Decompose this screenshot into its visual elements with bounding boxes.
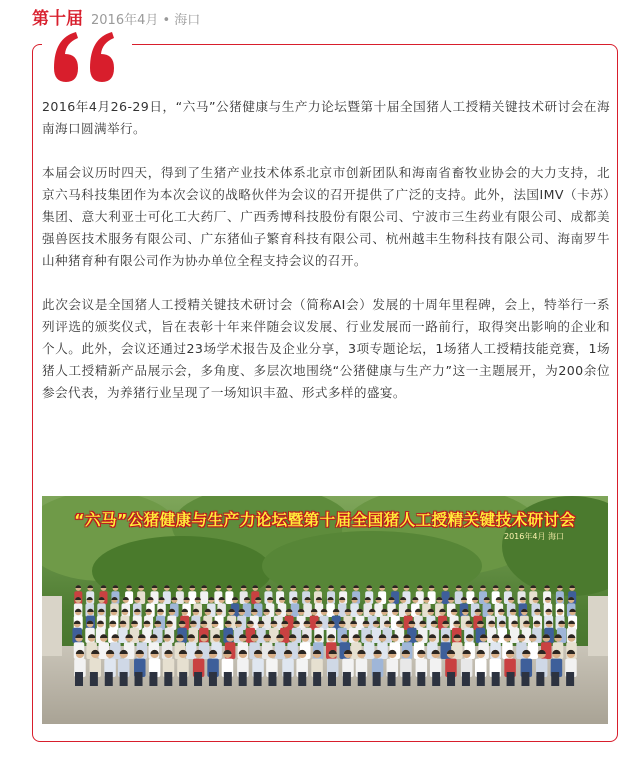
section-header xyxy=(32,4,201,29)
edition-date: 2016年4月 • 海口 xyxy=(91,13,201,28)
article-body xyxy=(42,96,610,426)
edition-title: 第十届 xyxy=(32,9,83,29)
paragraph-milestone: 此次会议是全国猪人工授精关键技术研讨会（简称AI会）发展的十周年里程碑，会上，特举行一系列评选的颁奖仪式，旨在表彰十年来伴随会议发展、行业发展而一路前行，取得突出影响的企业和个人。此外，会议还通过23场学术报告及企业分享，3项专题论坛，1场猪人工授精技能竞赛，1场猪人工授精新产品展示会，多角度、多层次地围绕“公猪健康与生产力”这一主题展开，为200余位参会代表，为养猪行业呈现了一场知识丰盈、形式多样的盛宴。 xyxy=(42,297,610,400)
photo-banner: “六马”公猪健康与生产力论坛暨第十届全国猪人工授精关键技术研讨会 xyxy=(74,511,576,529)
paragraph-support: 本届会议历时四天，得到了生猪产业技术体系北京市创新团队和海南省畜牧业协会的大力支持，北京六马科技集团作为本次会议的战略伙伴为会议的召开提供了广泛的支持。此外，法国IMV（卡苏）集团、意大利亚士可化工大药厂、广西秀博科技股份有限公司、宁波市三生药业有限公司、成都美强兽医技术服务有限公司、广东猪仙子繁育科技有限公司、杭州越丰生物科技有限公司、海南罗牛山种猪育种有限公司作为协办单位全程支持会议的召开。 xyxy=(42,165,610,268)
quote-icon xyxy=(50,30,120,86)
paragraph-intro: 2016年4月26-29日，“六马”公猪健康与生产力论坛暨第十届全国猪人工授精关键技术研讨会在海南海口圆满举行。 xyxy=(42,99,610,136)
photo-banner-sub: 2016年4月 海口 xyxy=(504,532,564,541)
group-photo xyxy=(42,496,608,724)
